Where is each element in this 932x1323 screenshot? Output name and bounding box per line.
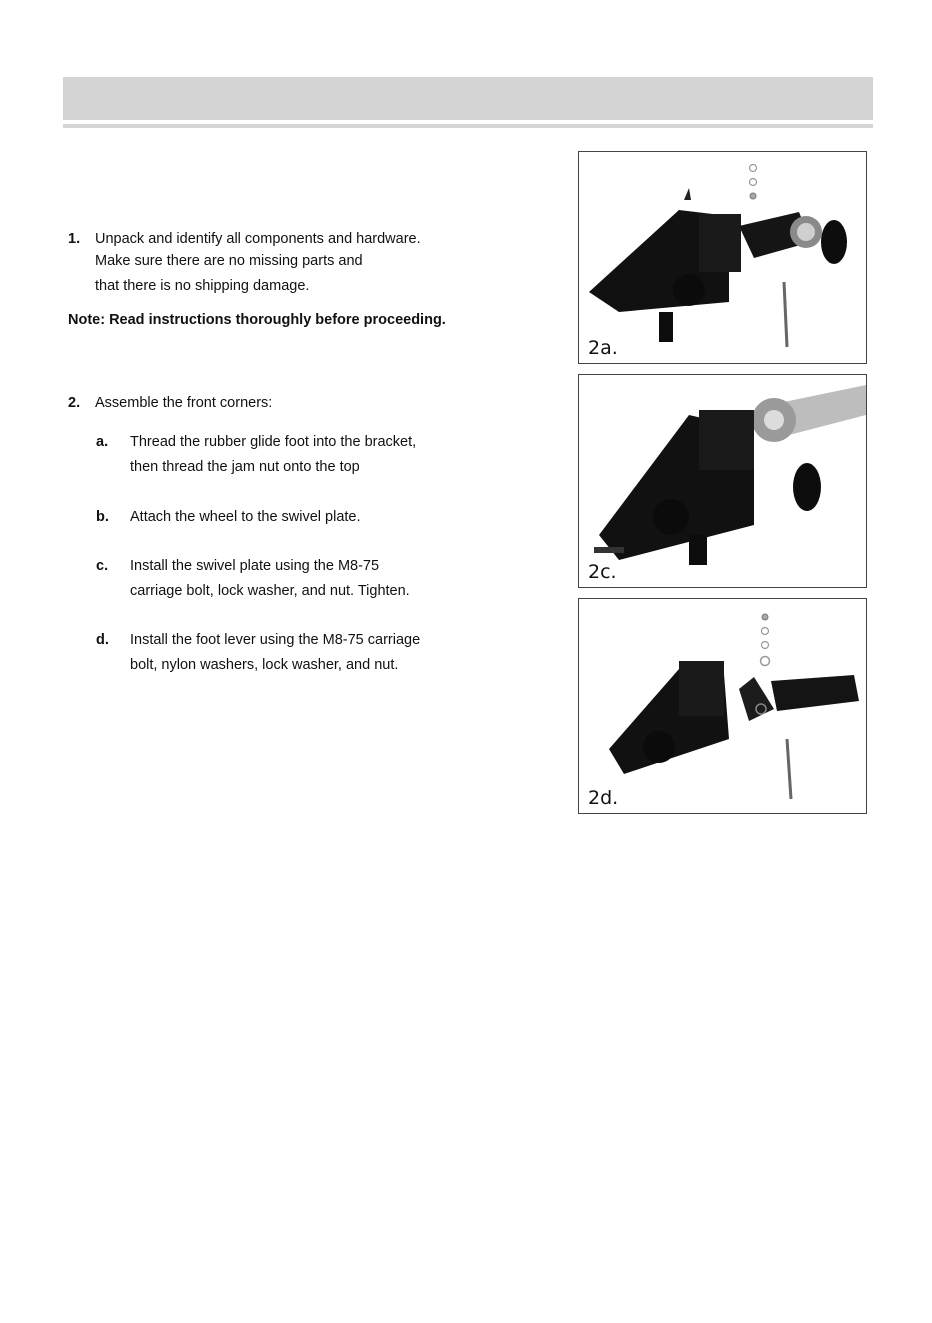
figure-2a [578,151,867,364]
section-header-band [63,77,873,120]
step-line: Make sure there are no missing parts and [95,253,363,270]
step-1 [68,228,421,297]
substep-line: Install the foot lever using the M8-75 carriage [130,632,421,648]
substep-letter: c. [96,558,109,574]
substep-letter: b. [96,509,109,525]
substep-letter: d. [96,632,109,648]
section-header-rule [63,124,873,128]
step-2 [68,392,272,414]
substep-line: Thread the rubber glide foot into the bracket, [130,434,417,450]
bracket-wheel-photo-2a [579,152,866,363]
substep-line: bolt, nylon washers, lock washer, and nut. [130,656,399,673]
figure-label: 2d. [588,787,619,809]
substep-letter: a. [96,434,109,450]
figure-2d [578,598,867,814]
step-number: 2. [68,395,81,411]
note-text: Note: Read instructions thoroughly before proceeding. [68,312,446,328]
step-number: 1. [68,231,81,247]
substep-line: Attach the wheel to the swivel plate. [130,509,361,525]
substep-d [96,628,420,677]
substep-a [96,430,416,479]
figure-label: 2c. [588,561,617,583]
step-line: Unpack and identify all components and hardware. [95,231,421,247]
step-line: Assemble the front corners: [95,395,273,411]
substep-b [96,505,361,530]
figure-2c [578,374,867,588]
substep-line: then thread the jam nut onto the top [130,458,360,475]
step-line: that there is no shipping damage. [95,277,310,294]
figure-label: 2a. [588,337,618,359]
bracket-wrench-photo-2c [579,375,866,587]
substep-line: carriage bolt, lock washer, and nut. Tighten. [130,582,410,599]
substep-c [96,554,410,603]
bracket-lever-photo-2d [579,599,866,813]
substep-line: Install the swivel plate using the M8-75 [130,558,380,574]
